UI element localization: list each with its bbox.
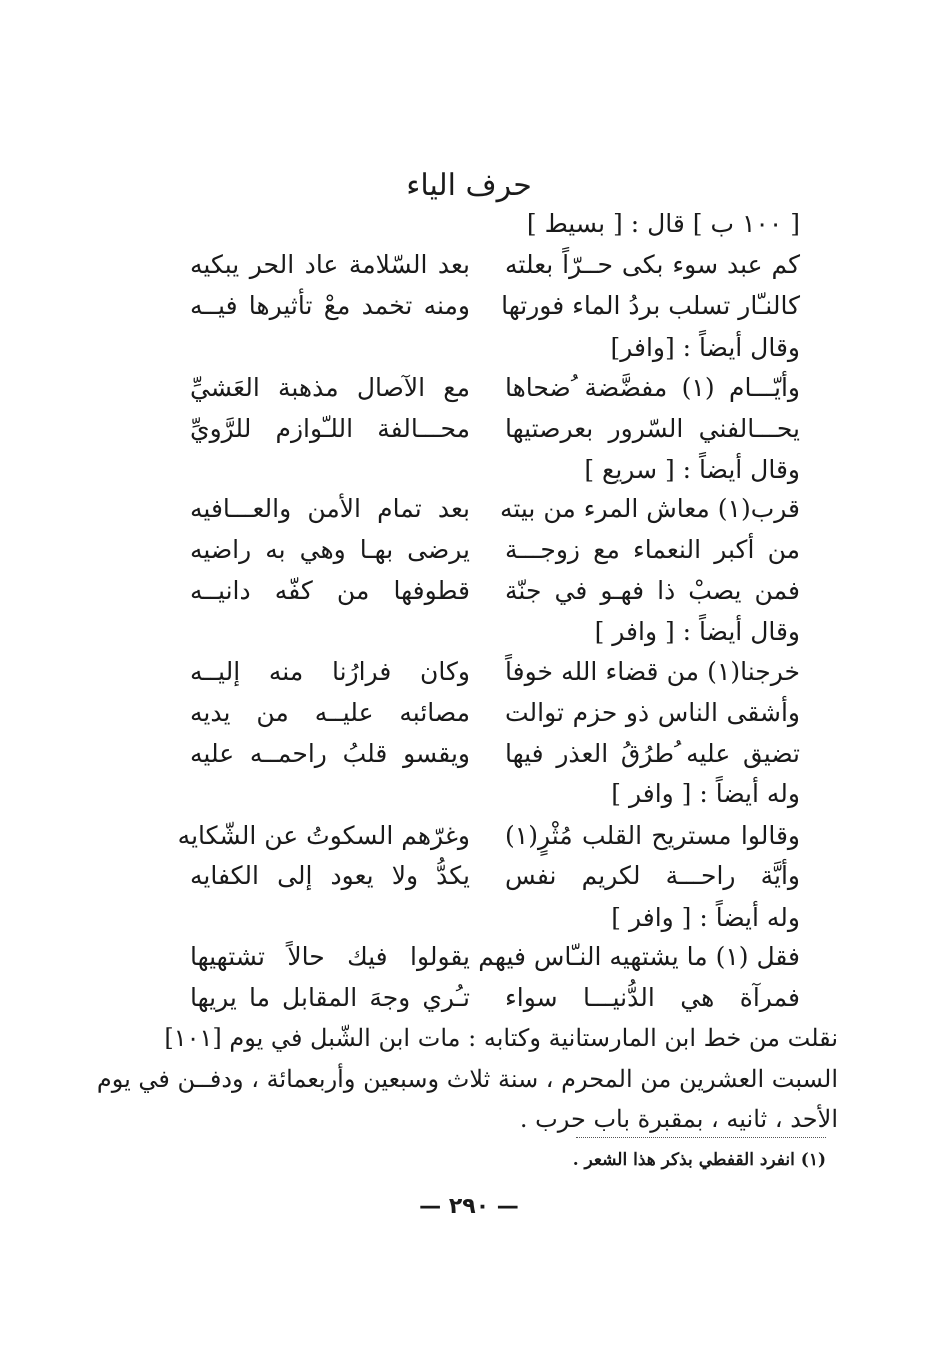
verse-first-hemistich: من أكبر النعماء مع زوجـــة [505, 535, 800, 564]
verse-first-hemistich: فقل (١) ما يشتهيه النـّاس فيهم [478, 942, 800, 971]
verse-line [190, 858, 800, 894]
verse-first-hemistich: كم عبد سوء بكى حــرّاً بعلته [505, 250, 800, 279]
verse-second-hemistich: يرضى بهـا وهي به راضيه [190, 535, 470, 564]
poem-heading: [ ١٠٠ ب ] قال : [ بسيط ] [526, 209, 800, 238]
verse-line [190, 654, 800, 690]
verse-first-hemistich: يحـــالفني السّرور بعرصتيها [505, 414, 800, 443]
verse-second-hemistich: مصائبه عليــه من يديه [190, 698, 470, 727]
prose-line: الأحد ، ثانيه ، بمقبرة باب حرب . [519, 1105, 838, 1133]
verse-first-hemistich: وأيَّة راحـــة لكريم نفس [505, 861, 800, 890]
verse-line [190, 939, 800, 975]
verse-first-hemistich: تضيق عليه ُطرُقُ العذر فيها [505, 739, 800, 768]
verse-second-hemistich: قطوفها من كفّه دانيــه [190, 576, 470, 605]
verse-line [190, 491, 800, 527]
verse-line [190, 736, 800, 772]
prose-line: السبت العشرين من المحرم ، سنة ثلاث وسبعين وأربعمائة ، ودفــن في يوم [96, 1065, 838, 1093]
verse-first-hemistich: وأشقى الناس ذو حزم توالت [505, 698, 800, 727]
verse-second-hemistich: يكدُّ ولا يعود إلى الكفايه [190, 861, 470, 890]
verse-first-hemistich: وأيّـــام (١) مفضَّضة ُضحاها [505, 373, 801, 402]
verse-second-hemistich: بعد السّلامة عاد الحر يبكيه [190, 250, 470, 279]
verse-second-hemistich: ومنه تخمد معْ تأثيرها فيــه [190, 291, 470, 320]
verse-second-hemistich: يقولوا فيك حالاً تشتهيها [190, 942, 470, 971]
verse-line [190, 247, 800, 283]
verse-second-hemistich: ويقسو قلبُ راحمــه عليه [190, 739, 470, 768]
poem-heading: وله أيضاً : [ وافر ] [611, 903, 800, 932]
verse-line [190, 980, 800, 1016]
poem-heading: وله أيضاً : [ وافر ] [611, 779, 800, 808]
verse-second-hemistich: وغرّهم السكوتُ عن الشّكايه [177, 821, 470, 850]
verse-line [190, 573, 800, 609]
poem-heading: وقال أيضاً : [وافر] [610, 333, 800, 362]
verse-second-hemistich: تـُري وجهَ المقابل ما يريها [190, 983, 470, 1012]
footnote-separator [576, 1137, 826, 1138]
verse-second-hemistich: بعد تمام الأمن والعـــافيه [190, 494, 470, 523]
poem-heading: وقال أيضاً : [ وافر ] [594, 617, 800, 646]
verse-first-hemistich: قرب(١) معاش المرء من بيته [499, 494, 800, 523]
verse-first-hemistich: كالنـّار تسلب بردُ الماء فورتها [501, 291, 800, 320]
verse-first-hemistich: خرجنا(١) من قضاء الله خوفاً [505, 657, 800, 686]
chapter-title: حرف الياء [406, 168, 532, 203]
verse-line [190, 695, 800, 731]
verse-line [177, 818, 800, 854]
verse-second-hemistich: محـــالفة اللـّوازم للرَّويِّ [190, 414, 470, 443]
verse-second-hemistich: مع الآصال مذهبة العَشيِّ [190, 373, 470, 402]
verse-line [190, 370, 800, 406]
page-number: — ٢٩٠ — [419, 1194, 519, 1219]
verse-second-hemistich: وكان فرارُنا منه إليــه [190, 657, 470, 686]
verse-line [190, 288, 800, 324]
poem-heading: وقال أيضاً : [ سريع ] [584, 455, 800, 484]
footnote: (١) انفرد القفطي بذكر هذا الشعر . [572, 1150, 826, 1170]
verse-first-hemistich: فمن يصبْ ذا فهـو في جنّة [505, 576, 800, 605]
verse-first-hemistich: فمرآة هي الدُّنيـــا سواء [505, 983, 800, 1012]
verse-line [190, 532, 800, 568]
verse-first-hemistich: وقالوا مستريح القلب مُثْرٍ(١) [505, 821, 800, 850]
prose-line: نقلت من خط ابن المارستانية وكتابه : مات ابن الشّبل في يوم [١٠١] [164, 1024, 838, 1052]
verse-line [190, 411, 800, 447]
